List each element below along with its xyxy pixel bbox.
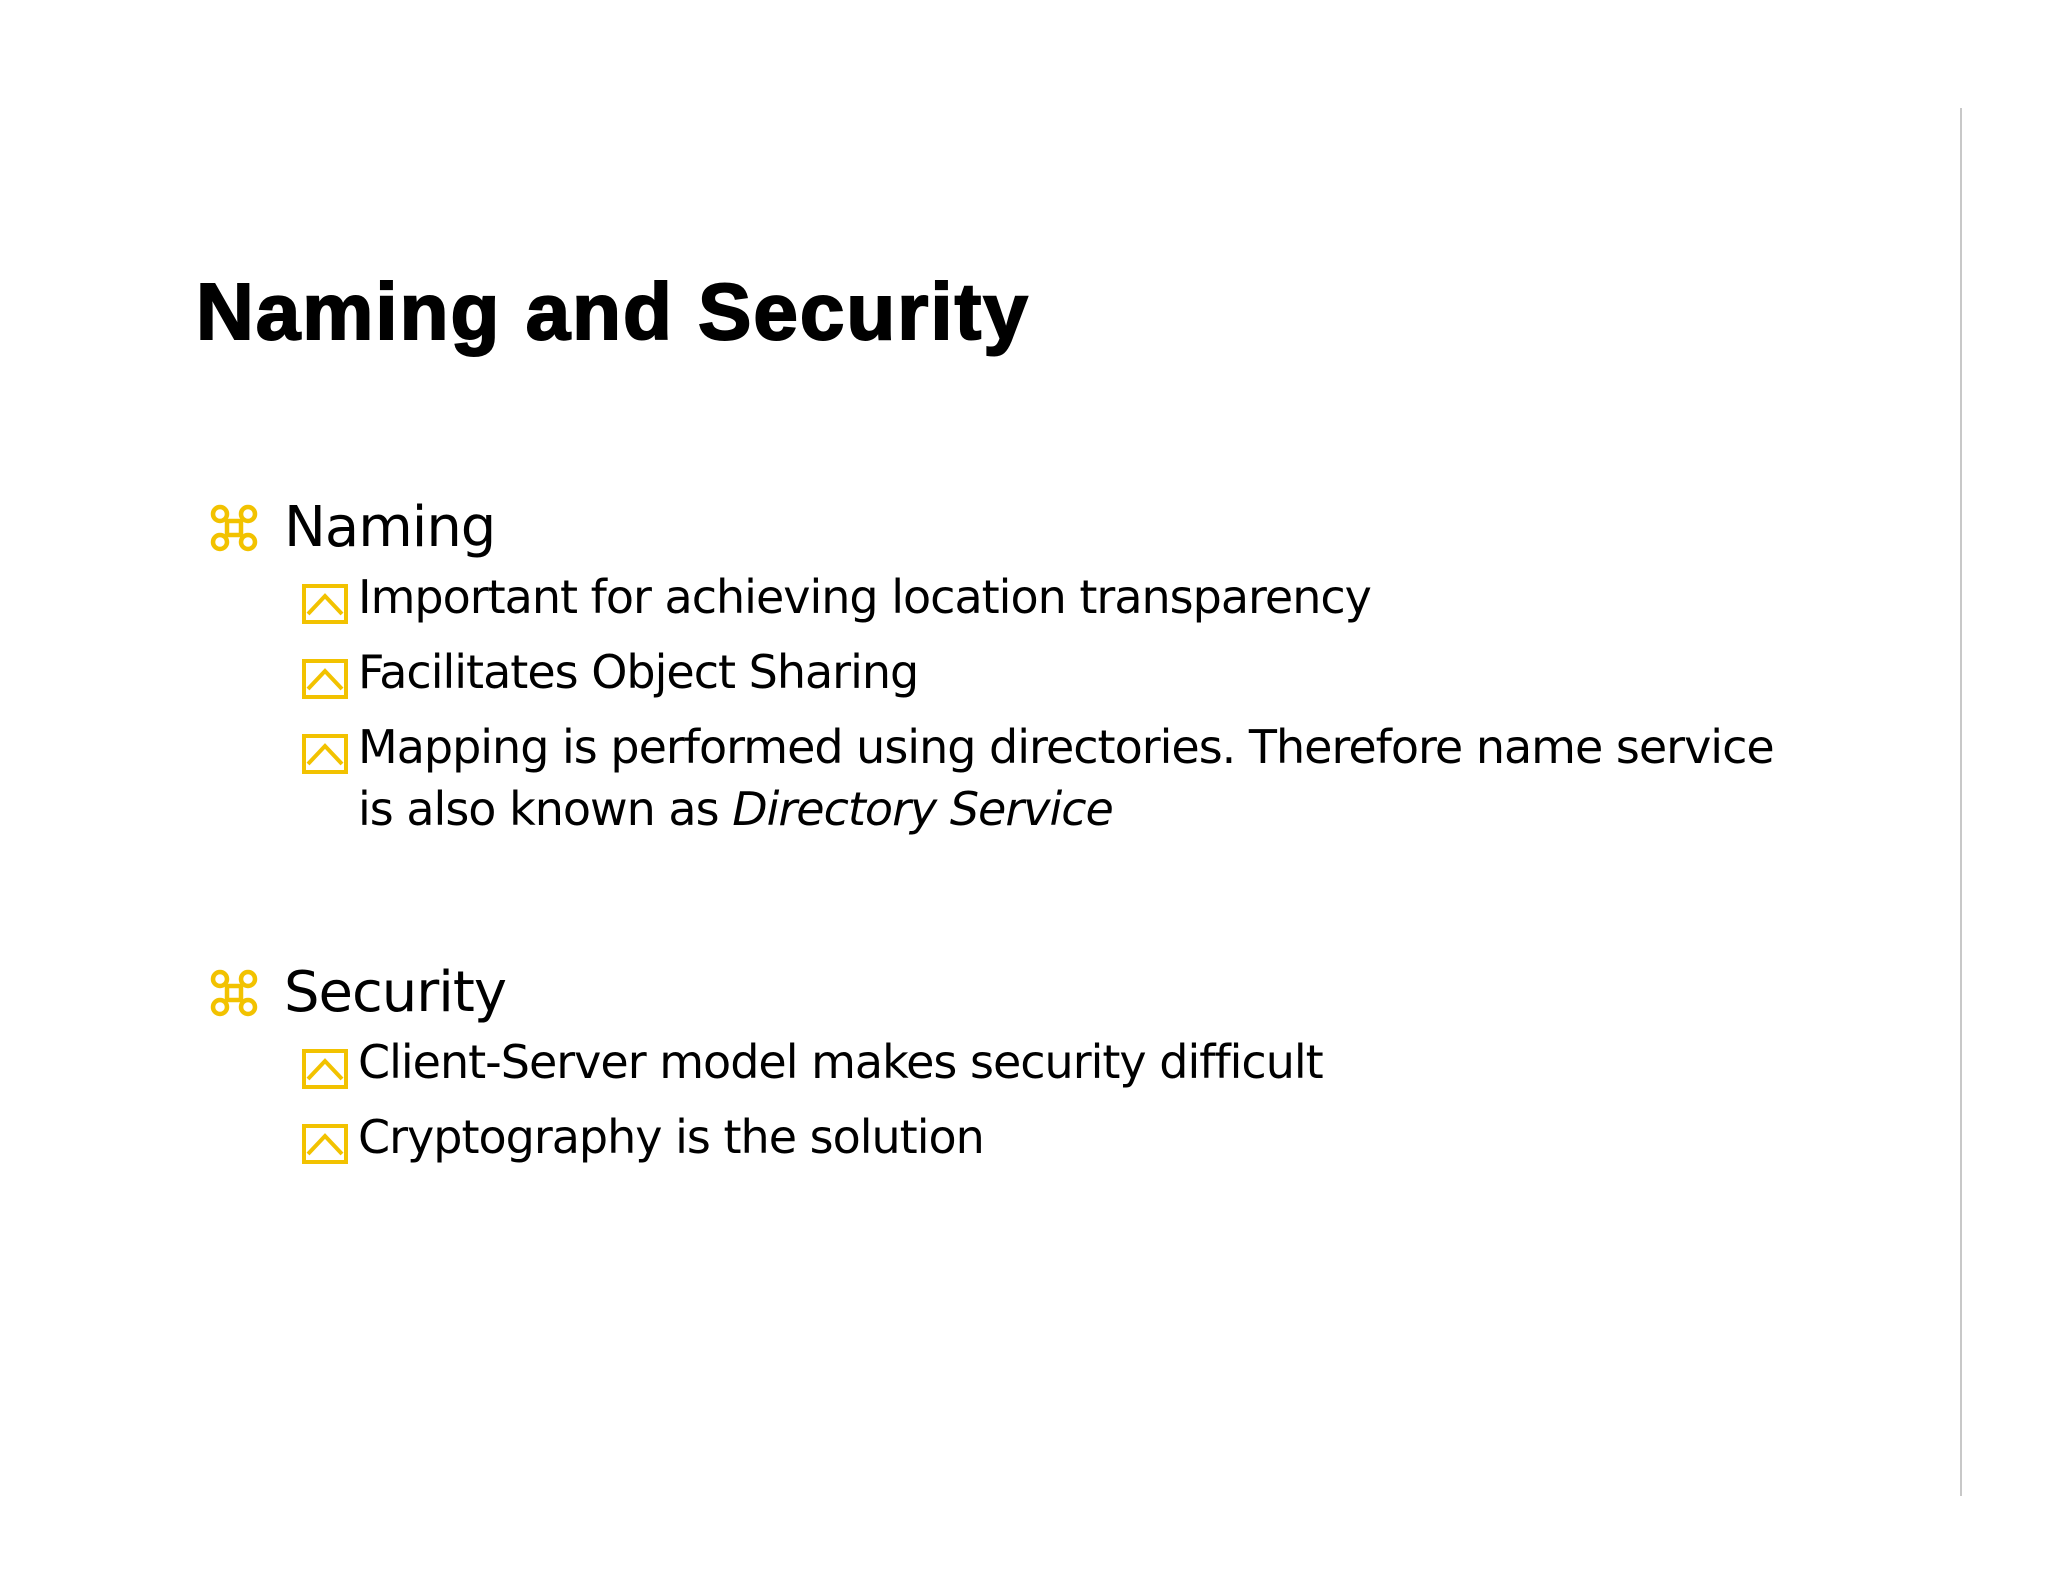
section-label: Naming: [284, 495, 496, 560]
envelope-checkbox-icon: [302, 734, 350, 774]
list-item: [302, 641, 1774, 703]
list-item-text: Cryptography is the solution: [358, 1110, 984, 1164]
section-label: Security: [284, 960, 506, 1025]
list-item-line1: Mapping is performed using directories. Therefore name service: [358, 720, 1774, 774]
section-security: [206, 955, 1323, 1168]
list-item: [302, 716, 1774, 840]
list-item-text: Important for achieving location transparency: [358, 570, 1371, 624]
envelope-checkbox-icon: [302, 659, 350, 699]
list-item-line2-prefix: is also known as: [358, 782, 733, 836]
security-sublist: [206, 1031, 1323, 1168]
command-key-icon: [206, 965, 262, 1021]
bullet-level1-security: [206, 955, 1323, 1031]
list-item: [302, 1031, 1323, 1093]
section-naming: [206, 490, 1774, 840]
envelope-checkbox-icon: [302, 1124, 350, 1164]
list-item: [302, 1106, 1323, 1168]
right-edge-divider: [1960, 108, 1962, 1496]
directory-service-emphasis: Directory Service: [732, 782, 1113, 836]
list-item-text-multiline: [358, 716, 1774, 840]
naming-sublist: [206, 566, 1774, 840]
slide-title: Naming and Security: [196, 267, 1030, 356]
command-key-icon: [206, 500, 262, 556]
bullet-level1-naming: [206, 490, 1774, 566]
list-item-text: Client-Server model makes security difficult: [358, 1035, 1323, 1089]
envelope-checkbox-icon: [302, 584, 350, 624]
list-item: [302, 566, 1774, 628]
envelope-checkbox-icon: [302, 1049, 350, 1089]
list-item-text: Facilitates Object Sharing: [358, 645, 919, 699]
